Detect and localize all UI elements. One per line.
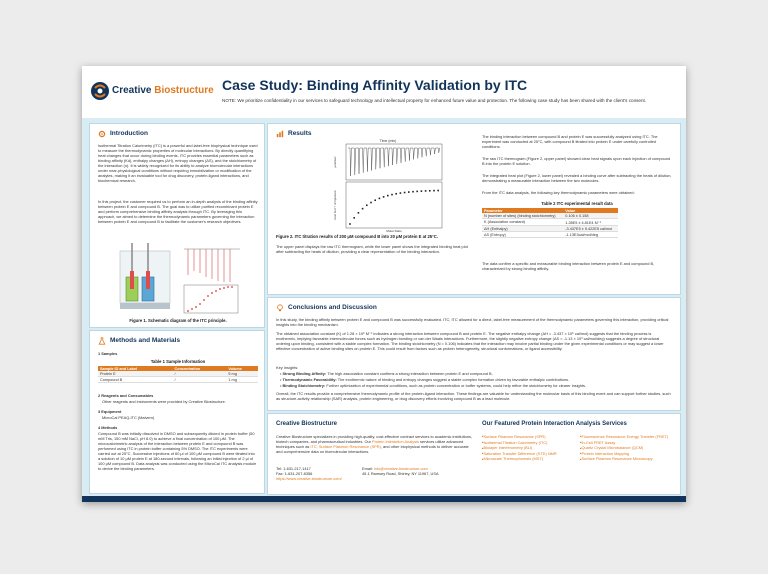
isotherm-point [374, 199, 376, 201]
results-paragraph-5: The data confirm a specific and measurable binding interaction between protein E and compound B, characterized by strong binding affinity. [482, 261, 655, 271]
gear-icon [98, 130, 106, 138]
isotherm-point [358, 212, 360, 214]
isotherm-point [425, 190, 427, 192]
isotherm-point [391, 194, 393, 196]
conclusions-heading: Conclusions and Discussion [288, 304, 377, 311]
chart-icon [276, 130, 284, 138]
itc-schematic [110, 241, 250, 316]
logo-text: Creative Biostructure [112, 85, 214, 96]
services-list-1 [482, 434, 580, 462]
insight-2: • Thermodynamic Favorability: The exothermic nature of binding and entropy changes suggest a stable complex formation driven by favorable enthalpic contributions. [280, 377, 570, 382]
service-link[interactable]: ■ Microscale Thermophoresis (MST) [482, 456, 580, 462]
protein-interaction-link[interactable]: Protein Interaction Analysis [372, 439, 419, 444]
isotherm-point [412, 191, 414, 193]
intro-section [89, 123, 265, 328]
contact-email: Email: info@creative-biostructure.com [362, 466, 428, 471]
logo-icon [90, 81, 110, 101]
table-cell: N (number of sites) (binding stoichiometry) [482, 213, 563, 219]
conclusions-paragraph-2: The obtained association constant (K) of 1.28 × 10⁵ M⁻¹ indicates a strong interaction between compound B and protein E. The negative enthalpy change (ΔH = -3.437 × 10⁵ cal/mol) suggests that the binding process is exothermic, implying favorable intermolecular forces such as hydrogen bonding or van der Waals interactions. Furthermore, the slightly negative entropy change (ΔS = -1.13 × 10³ cal/mol/deg) suggests a degree of structural ordering upon binding, consistent with a stable complex formation. The binding stoichiometry (N = 0.106) indicates that the interaction may involve partial binding under the given experimental conditions or may suggest a lower effective concentration of active binding sites on protein E. This could result from factors such as protein heterogeneity, structural conformations, or ligand accessibility. [276, 331, 664, 351]
flask-icon [98, 337, 106, 345]
table-cell: 1.28E5 ± 4.81E4 M⁻¹ [563, 219, 618, 226]
service-link[interactable]: ■ Surface Plasmon Resonance (SPR) [482, 434, 580, 440]
header [82, 66, 686, 118]
table-cell: ΔH (Enthalpy) [482, 226, 563, 232]
results-heading: Results [288, 130, 312, 137]
isotherm-point [353, 217, 355, 219]
itc-titration-plot [328, 136, 448, 232]
table-cell: 0.106 ± 0.158 [563, 213, 618, 219]
intro-heading: Introduction [110, 130, 148, 137]
table-cell: ΔS (Entropy) [482, 232, 563, 238]
service-link[interactable]: ■ Saturation Transfer Difference (STD) NMR [482, 451, 580, 457]
isotherm-point [437, 190, 439, 192]
conclusions-paragraph-1: In this study, the binding affinity between protein E and compound B was successfully evaluated. ITC, ITC allowed for a direct, label-free measurement of the thermodynamic parameters governing this interaction, providing critical insights into the binding mechanism. [276, 317, 669, 327]
service-link[interactable]: ■ Isothermal Titration Calorimetry (ITC) [482, 440, 580, 446]
itc-spr-link[interactable]: ITC, Surface Plasmon Resonance (SPR) [310, 444, 381, 449]
intro-paragraph-1: Isothermal Titration Calorimetry (ITC) is a powerful and label-free biophysical technique used to measure the thermodynamic properties of molecular interactions. By directly quantifying heat changes that occur during binding events, ITC provides essential parameters such as binding affinity (Kd), enthalpy changes (ΔH), entropy changes (ΔS), and the stoichiometry of the interaction (n). It is widely recognized for its ability to analyze biomolecular interactions under near-physiological conditions without requiring immobilization or modification of the analytes, making it an invaluable tool for drug discovery, protein-ligand interactions, and biochemical research. [98, 143, 258, 183]
axis-label-kcal: kcal mol⁻¹ of injectant [333, 190, 337, 220]
isotherm-point [433, 190, 435, 192]
logo [90, 78, 214, 104]
isotherm-point [383, 196, 385, 198]
insight-3: • Binding Stoichiometry: Further optimization of experimental conditions, such as protein concentration or buffer systems, could help refine the stoichiometry for clearer insights. [280, 383, 586, 388]
insight-1: • Strong Binding Affinity: The high association constant confirms a strong interaction between protein E and compound B. [280, 371, 493, 376]
equipment-item: MicroCal PEAQ-ITC (Malvern) [102, 415, 155, 420]
conclusions-section [267, 297, 681, 411]
methods-heading: Methods and Materials [110, 337, 181, 344]
isotherm-point [387, 195, 389, 197]
table-header-row [98, 366, 258, 371]
email-link[interactable]: info@creative-biostructure.com [373, 466, 428, 471]
methods-subheading: 4 Methods [98, 425, 118, 430]
service-link[interactable]: ■ In-Cell FRET Assay [580, 440, 678, 446]
axis-label-ratio: Molar Ratio [386, 229, 402, 232]
contact-tel: Tel: 1-631-217-1417 [276, 466, 311, 471]
results-paragraph-1: The binding interaction between compound B and protein E was successfully analyzed using ITC. The experiment was conducted at 25°C, with compound B titrated into protein E under carefully controlled conditions. [482, 134, 658, 149]
page-title: Case Study: Binding Affinity Validation by ITC [222, 77, 528, 93]
table-header: Volume [226, 366, 258, 371]
figure-2-text: The upper panel displays the raw ITC thermogram, while the lower panel shows the integrated binding heat plot after subtracting the heats of dilution, providing a clear representation of the binding interaction. [276, 244, 468, 254]
axis-label-ucal: μcal/sec [333, 156, 337, 168]
table-row [482, 232, 618, 238]
service-link[interactable]: ■ Biolayer Interferometry (BLI) [482, 445, 580, 451]
confidentiality-note: NOTE: We prioritize confidentiality in our services to safeguard technology and intellectual property for enhanced future value and protection. The following case study has been shared with the client's consent. [222, 98, 647, 103]
methods-text: Compound B was initially dissolved in DMSO and subsequently diluted in protein buffer (50 mM Tris, 150 mM NaCl, pH 8.0) to achieve a final concentration of 100 μM. The microcalorimetric analysis of the interaction between protein E and compound B was performed using ITC in protein buffer containing 5% DMSO. The ITC experiments were carried out at 25°C. Successive injections of 60 μl of 100 μM compound B were titrated into a solution of 10 μM protein E at 180-second intervals, following an initial injection of 2 μl of 100 μM compound B. Data analysis was conducted using the MicroCal ITC analysis module to derive the binding parameters. [98, 431, 257, 471]
isotherm-point [404, 192, 406, 194]
service-link[interactable]: ■ Protein Interaction Mapping [580, 451, 678, 457]
services-heading: Our Featured Protein Interaction Analysis Services [482, 421, 627, 427]
table-2-caption: Table 2 ITC experimental result data [541, 201, 613, 206]
poster [82, 66, 686, 502]
conclusions-paragraph-3: Overall, the ITC results provide a comprehensive thermodynamic profile of the protein-ligand interaction. These findings are valuable for understanding the molecular basis of this binding event and can support further studies, such as structure-activity relationship (SAR) analysis, protein engineering, or drug discovery efforts involving compound B as a lead molecule. [276, 391, 671, 401]
intro-paragraph-2: In this project, the customer required us to perform an in-depth analysis of the binding affinity between protein E and compound B. The goal was to utilize purified recombinant protein E and perform comprehensive binding affinity analysis through ITC. By leveraging this approach, we aimed to determine the thermodynamic parameters governing the interaction between protein E and compound B to facilitate the customer's research objectives. [98, 199, 258, 224]
table-cell: -1.13E3cal/mol/deg [563, 232, 618, 238]
table-row [98, 377, 258, 383]
equipment-subheading: 3 Equipment [98, 409, 122, 414]
service-link[interactable]: ■ Fluorescence Resonance Energy Transfer (FRET) [580, 434, 678, 440]
isotherm-point [400, 192, 402, 194]
itc-result-table [482, 208, 618, 238]
contact-address: 45-1 Ramsey Road, Shirley, NY 11967, USA [362, 471, 439, 476]
isotherm-point [379, 198, 381, 200]
samples-subheading: 1 Samples [98, 351, 118, 356]
results-paragraph-3: The integrated heat plot (Figure 2, lower panel) revealed a binding curve after subtracting the heats of dilution, demonstrating a measurable interaction between the two molecules. [482, 173, 672, 183]
table-cell: Protein E [98, 371, 173, 377]
figure-2-caption: Figure 2. ITC titration results of 200 μM compound B into 20 μM protein E at 25°C. [276, 234, 438, 239]
table-cell: / [173, 377, 227, 383]
results-section [267, 123, 681, 295]
isotherm-point [370, 202, 372, 204]
key-insights-label: Key Insights: [276, 365, 299, 370]
thermogram-trace [348, 148, 440, 176]
methods-section [89, 330, 265, 494]
service-link[interactable]: ■ Quartz Crystal Microbalance (QCM) [580, 445, 678, 451]
service-link[interactable]: ■ Surface Plasmon Resonance Microscopy [580, 456, 678, 462]
services-list-2 [580, 434, 678, 462]
table-cell: 5 mg [226, 371, 258, 377]
table-cell: K (Association constant) [482, 219, 563, 226]
table-row [482, 219, 618, 226]
table-cell: -3.437E5 ± 5.422E5 cal/mol [563, 226, 618, 232]
results-paragraph-4: From the ITC data analysis, the following key thermodynamic parameters were obtained: [482, 190, 635, 195]
reagents-subheading: 2 Reagents and Consumables [98, 393, 154, 398]
table-1-caption: Table 1 Sample Information [150, 359, 206, 364]
isotherm-point [366, 204, 368, 206]
isotherm-point [429, 190, 431, 192]
contact-fax: Fax: 1-631-207-8356 [276, 471, 313, 476]
isotherm-point [416, 191, 418, 193]
table-cell: / [173, 371, 227, 377]
table-cell: Compound B [98, 377, 173, 383]
footer-bar [82, 496, 686, 502]
sample-table [98, 366, 258, 383]
reagents-item: Other reagents and instruments were provided by Creative Biostructure. [102, 399, 226, 404]
about-text: Creative Biostructure specializes in providing high-quality, cost-effective contract services to academic institutions, biotech companies, and pharmaceutical industries. Our Protein Interaction Analysis services utilize advanced techniques such as ITC, Surface Plasmon Resonance (SPR), and other biophysical methods to deliver accurate and comprehensive data on biomolecular interactions. [276, 434, 472, 454]
table-header: Concentration [173, 366, 227, 371]
results-paragraph-2: The raw ITC thermogram (Figure 2, upper panel) showed clear heat signals upon each injection of compound B into the protein E solution. [482, 156, 671, 166]
axis-label-time: Time (min) [379, 139, 397, 143]
lightbulb-icon [276, 304, 284, 312]
isotherm-point [362, 208, 364, 210]
isotherm-point [421, 190, 423, 192]
website-link[interactable]: https://www.creative-biostructure.com/ [276, 476, 342, 481]
isotherm-point [349, 223, 351, 225]
figure-1-caption: Figure 1. Schematic diagram of the ITC principle. [129, 318, 227, 323]
table-header: Parameter [482, 208, 563, 213]
isotherm-point [408, 191, 410, 193]
isotherm-point [395, 193, 397, 195]
table-header: Value [563, 208, 618, 213]
about-heading: Creative Biostructure [276, 421, 338, 427]
table-header: Sample ID and Label [98, 366, 173, 371]
about-section [267, 413, 681, 495]
table-cell: 1 mg [226, 377, 258, 383]
